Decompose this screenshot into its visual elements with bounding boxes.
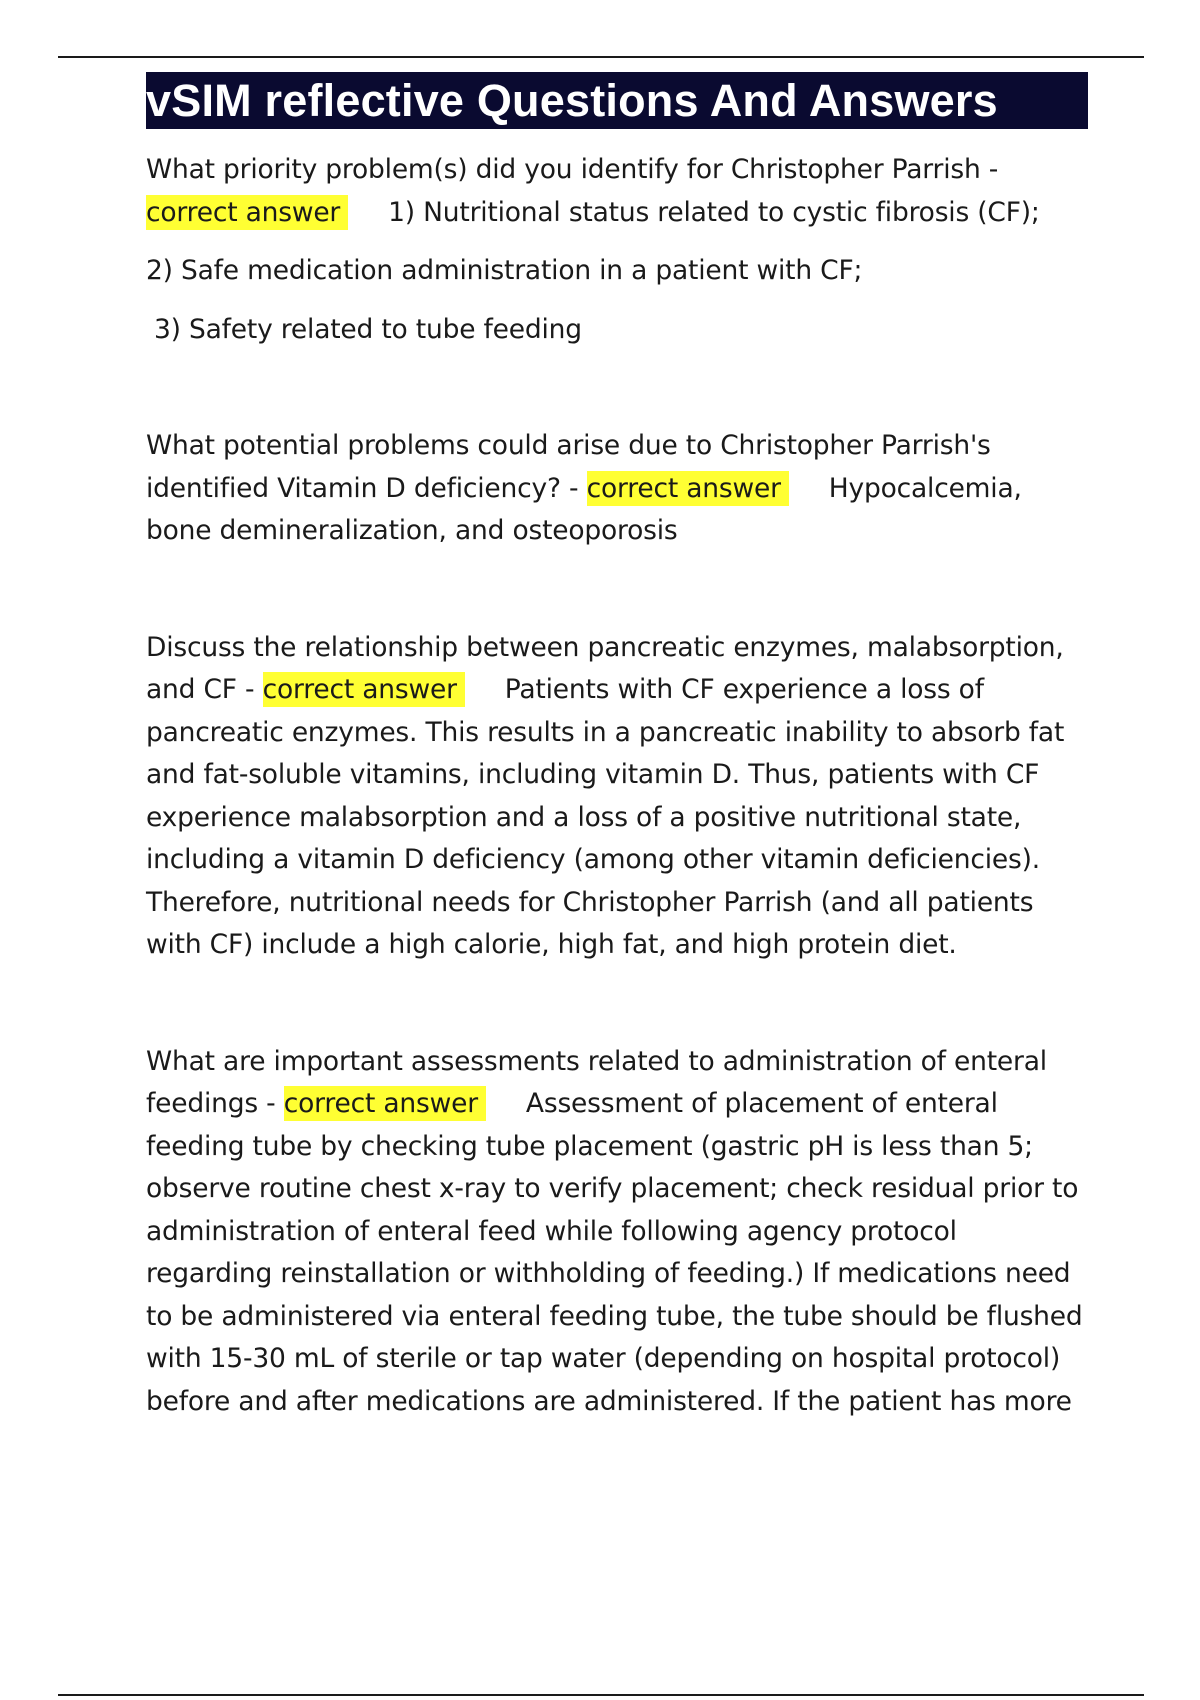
question-4-line-1: What are important assessments related to administration of enteral bbox=[146, 1045, 1047, 1077]
answer-4-line-4: regarding reinstallation or withholding of feeding.) If medications need bbox=[146, 1258, 1071, 1289]
question-2-line-1: What potential problems could arise due to Christopher Parrish's bbox=[146, 430, 991, 461]
correct-answer-label: correct answer bbox=[146, 195, 348, 230]
qa-block-3 bbox=[146, 627, 1086, 967]
answer-3-line-4: including a vitamin D deficiency (among other vitamin deficiencies). bbox=[146, 844, 1040, 875]
correct-answer-label: correct answer bbox=[263, 672, 465, 707]
answer-4-line-2: observe routine chest x-ray to verify placement; check residual prior to bbox=[146, 1173, 1079, 1204]
qa-block-2 bbox=[146, 425, 1086, 553]
top-rule bbox=[58, 56, 1144, 58]
answer-1-line-1: correct answer 1) Nutritional status related to cystic fibrosis (CF); bbox=[146, 196, 1040, 228]
document-body bbox=[146, 72, 1086, 1423]
answer-3-line-5: Therefore, nutritional needs for Christopher Parrish (and all patients bbox=[146, 886, 1034, 918]
answer-4-line-1: feeding tube by checking tube placement (gastric pH is less than 5; bbox=[146, 1130, 1033, 1162]
answer-4-line-3: administration of enteral feed while following agency protocol bbox=[146, 1215, 957, 1247]
answer-3-line-3: experience malabsorption and a loss of a positive nutritional state, bbox=[146, 801, 1022, 833]
answer-3-line-2: and fat-soluble vitamins, including vitamin D. Thus, patients with CF bbox=[146, 759, 1040, 790]
answer-2-line: bone demineralization, and osteoporosis bbox=[146, 515, 678, 546]
answer-3-line-1: pancreatic enzymes. This results in a pancreatic inability to absorb fat bbox=[146, 716, 1065, 748]
answer-4-line-7: before and after medications are administered. If the patient has more bbox=[146, 1385, 1072, 1417]
qa-block-4 bbox=[146, 1041, 1086, 1424]
question-1: What priority problem(s) did you identify for Christopher Parrish - bbox=[146, 154, 999, 185]
question-3-line-1: Discuss the relationship between pancreatic enzymes, malabsorption, bbox=[146, 631, 1064, 663]
answer-4-line-6: with 15-30 mL of sterile or tap water (depending on hospital protocol) bbox=[146, 1343, 1061, 1374]
question-2-line-2: identified Vitamin D deficiency? - correct answer Hypocalcemia, bbox=[146, 472, 1022, 504]
bottom-rule bbox=[58, 1694, 1144, 1696]
answer-1-line-2: 2) Safe medication administration in a patient with CF; bbox=[146, 255, 863, 286]
question-4-line-2: feedings - correct answer Assessment of placement of enteral bbox=[146, 1088, 998, 1119]
correct-answer-label: correct answer bbox=[284, 1086, 486, 1121]
answer-4-line-5: to be administered via enteral feeding tube, the tube should be flushed bbox=[146, 1300, 1083, 1332]
qa-block-1 bbox=[146, 149, 1086, 351]
document-title: vSIM reflective Questions And Answers bbox=[146, 72, 1088, 129]
question-3-line-2: and CF - correct answer Patients with CF experience a loss of bbox=[146, 674, 984, 705]
answer-1-line-3: 3) Safety related to tube feeding bbox=[154, 313, 582, 345]
correct-answer-label: correct answer bbox=[587, 471, 789, 506]
answer-3-line-6: with CF) include a high calorie, high fat, and high protein diet. bbox=[146, 929, 957, 960]
